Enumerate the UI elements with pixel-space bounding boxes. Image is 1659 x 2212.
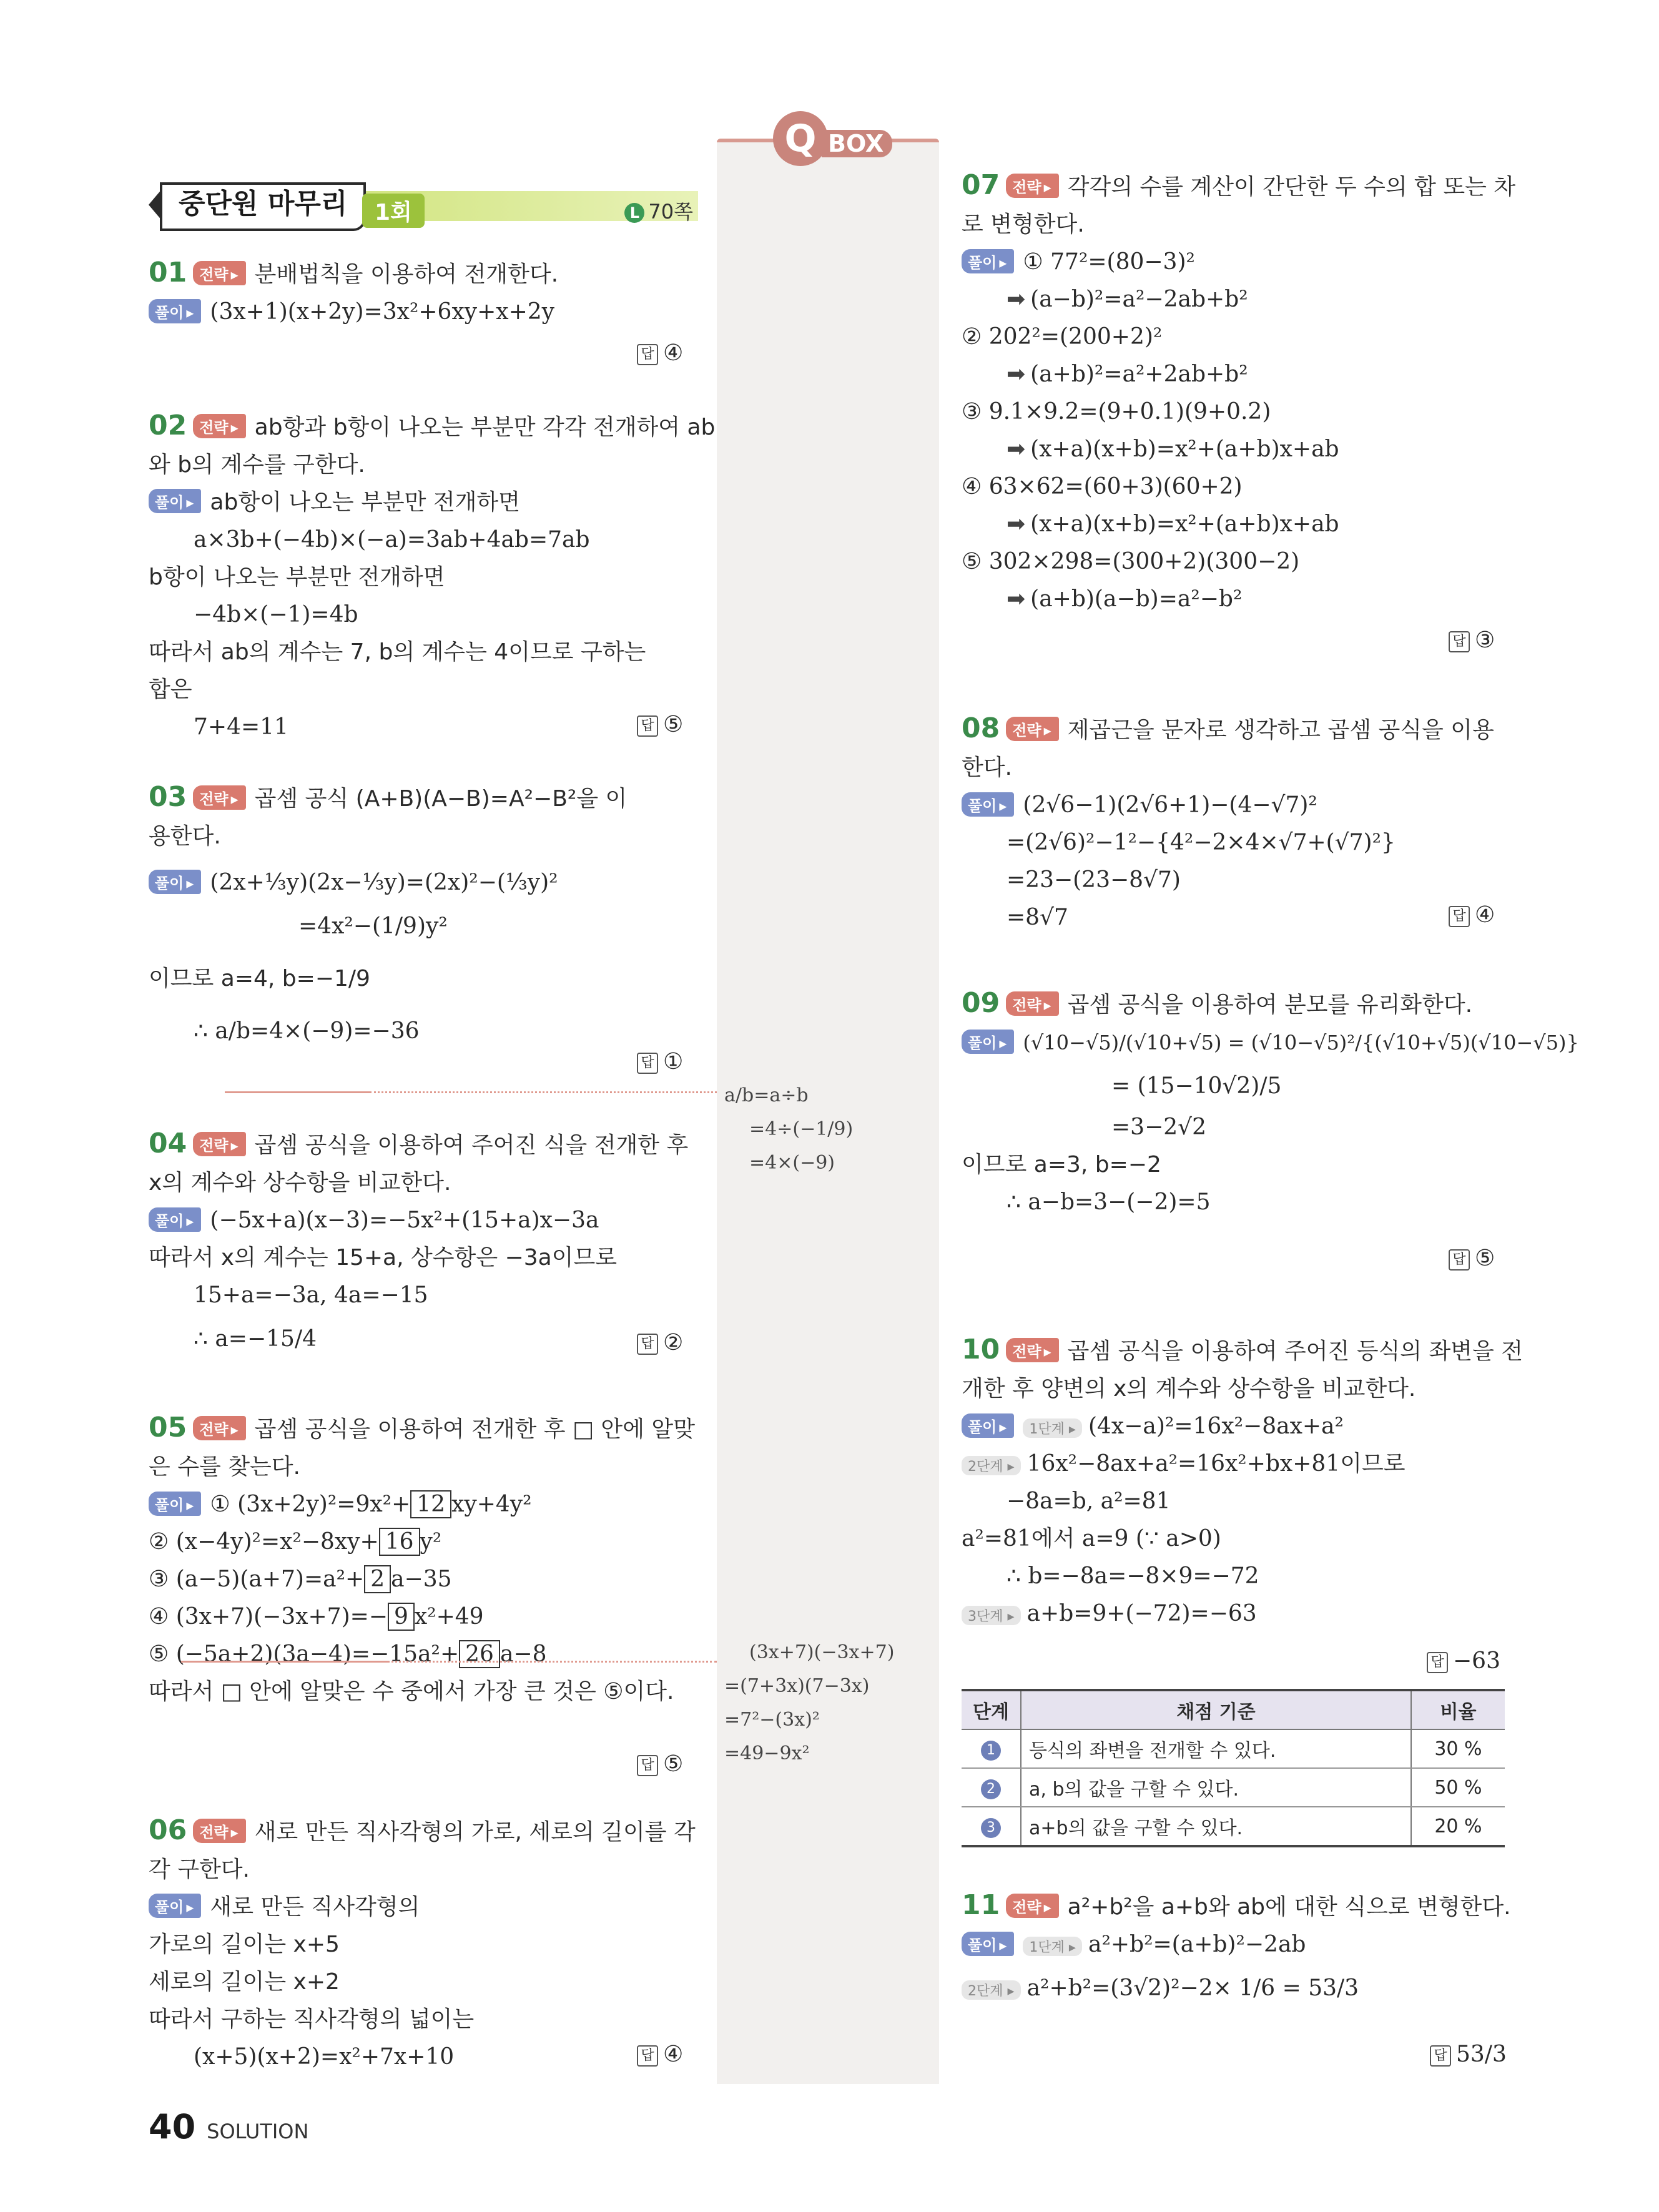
footer-label: SOLUTION [207,2120,309,2143]
problem-number: 03 [149,781,187,813]
solution-line: ⑤ 302×298=(300+2)(300−2) [962,549,1300,574]
leader-dotted-line [387,1661,717,1663]
arrow-right-icon: ➡ [1007,361,1026,387]
answer-box: 12 [410,1490,451,1518]
solution-line: (2√6−1)(2√6+1)−(4−√7)² [1023,792,1317,818]
strategy-text: 은 수를 찾는다. [149,1454,300,1480]
step-number-badge: 1 [981,1741,1001,1761]
problem-number: 01 [149,257,187,288]
answer-value: ④ [663,340,684,366]
solution-part: ③ (a−5)(a+7)=a²+ [149,1566,365,1592]
solution-line: a²+b²=(a+b)²−2ab [1088,1932,1306,1957]
solution-tag: 풀이 ▸ [962,1932,1014,1956]
answer-box: 9 [388,1603,415,1631]
highlight-underline [181,1661,387,1663]
problem-number: 08 [962,712,1000,744]
solution-line: (x+5)(x+2)=x²+7x+10 [194,2044,455,2070]
answer-icon: 답 [637,1053,658,1074]
solution-line: = (15−10√2)/5 [1111,1073,1282,1099]
problem-number: 06 [149,1814,187,1846]
solution-line: ∴ a=−15/4 [194,1326,317,1352]
answer-05 [637,1751,683,1777]
answer-box: 16 [379,1528,420,1556]
qbox-note-2 [724,1636,894,1771]
answer-09 [1449,1246,1495,1271]
problem-02 [149,409,716,746]
strategy-tag: 전략 ▸ [1006,991,1058,1016]
highlight-underline [225,1091,370,1093]
answer-icon: 답 [637,715,658,737]
solution-part: a−8 [500,1641,547,1667]
solution-line: =8√7 [1007,905,1068,930]
answer-02 [637,712,683,737]
solution-tag: 풀이 ▸ [149,1492,201,1516]
answer-box: 2 [364,1565,391,1593]
leader-dotted-line [370,1091,717,1093]
step-badge: 1단계 ▸ [1023,1418,1082,1438]
table-cell: 등식의 좌변을 전개할 수 있다. [1021,1729,1411,1768]
solution-line: 따라서 ab의 계수는 7, b의 계수는 4이므로 구하는 [149,639,646,665]
problem-number: 11 [962,1889,1000,1921]
solution-line: 합은 [149,677,192,702]
solution-line: 가로의 길이는 x+5 [149,1932,340,1957]
solution-line: (4x−a)²=16x²−8ax+a² [1088,1413,1344,1439]
step-badge: 2단계 ▸ [962,1456,1021,1475]
arrow-right-icon: ➡ [1007,586,1026,612]
strategy-tag: 전략 ▸ [1006,1894,1058,1918]
answer-value: ⑤ [663,1751,684,1777]
page-number: 40 [149,2107,196,2146]
answer-03 [637,1049,683,1074]
solution-line: (√10−√5)/(√10+√5) = (√10−√5)²/{(√10+√5)(√10−√5)} [1023,1031,1579,1054]
answer-value: 53/3 [1456,2042,1507,2067]
problem-04 [149,1127,698,1358]
solution-tag: 풀이 ▸ [149,1207,201,1232]
answer-08 [1449,902,1495,928]
step-badge: 2단계 ▸ [962,1980,1021,2000]
solution-line: (x+a)(x+b)=x²+(a+b)x+ab [1030,511,1339,537]
answer-icon: 답 [1449,631,1470,652]
problem-number: 10 [962,1334,1000,1365]
problem-number: 05 [149,1412,187,1443]
strategy-tag: 전략 ▸ [193,1132,245,1156]
strategy-tag: 전략 ▸ [193,261,245,285]
answer-value: ② [663,1330,684,1355]
solution-line: 7+4=11 [194,714,288,740]
table-row [962,1729,1505,1768]
answer-value: ④ [663,2042,684,2067]
answer-icon: 답 [1427,1652,1448,1673]
strategy-text: 새로 만든 직사각형의 가로, 세로의 길이를 각 [254,1819,696,1845]
strategy-text: 한다. [962,755,1012,780]
page-reference [624,196,693,225]
step-number-badge: 3 [981,1818,1001,1838]
step-number-badge: 2 [981,1779,1001,1799]
answer-value: ④ [1475,902,1495,928]
answer-06 [637,2042,683,2067]
solution-line: 따라서 □ 안에 알맞은 수 중에서 가장 큰 것은 ⑤이다. [149,1679,674,1704]
solution-line: =(2√6)²−1²−{4²−2×4×√7+(√7)²} [1007,830,1396,855]
strategy-text: 곱셈 공식을 이용하여 분모를 유리화한다. [1067,992,1473,1018]
solution-tag: 풀이 ▸ [962,1030,1014,1054]
answer-icon: 답 [1449,1249,1470,1271]
solution-tag: 풀이 ▸ [149,299,201,323]
solution-line: 이므로 a=4, b=−1/9 [149,966,370,991]
solution-line: 따라서 구하는 직사각형의 넓이는 [149,2007,475,2032]
solution-line: a+b=9+(−72)=−63 [1026,1601,1257,1626]
strategy-text: a²+b²을 a+b와 ab에 대한 식으로 변형한다. [1067,1894,1511,1920]
qbox-note-line: =4÷(−1/9) [749,1118,854,1140]
solution-line: (x+a)(x+b)=x²+(a+b)x+ab [1030,436,1339,462]
solution-part: x²+49 [414,1604,484,1630]
qbox-note-line: =7²−(3x)² [724,1709,820,1731]
solution-line: 16x²−8ax+a²=16x²+bx+81이므로 [1026,1451,1405,1477]
qbox-badge [773,111,885,171]
solution-line: −4b×(−1)=4b [194,602,358,627]
solution-line: ① 77²=(80−3)² [1023,249,1195,275]
problem-07 [962,169,1516,618]
solution-line: 15+a=−3a, 4a=−15 [194,1282,428,1308]
solution-line: 이므로 a=3, b=−2 [962,1152,1161,1177]
table-header: 채점 기준 [1021,1690,1411,1729]
strategy-text: 곱셈 공식을 이용하여 주어진 등식의 좌변을 전 [1067,1339,1524,1364]
solution-line: ∴ a/b=4×(−9)=−36 [194,1018,420,1044]
table-cell: 50 % [1411,1768,1505,1807]
solution-line: ab항이 나오는 부분만 전개하면 [210,489,520,515]
strategy-tag: 전략 ▸ [193,1416,245,1440]
solution-line: 새로 만든 직사각형의 [210,1894,420,1920]
solution-tag: 풀이 ▸ [962,249,1014,273]
answer-icon: 답 [637,344,658,365]
answer-10 [1427,1648,1500,1674]
strategy-tag: 전략 ▸ [193,414,245,438]
answer-value: −63 [1453,1648,1500,1674]
page-ref-text: 70쪽 [648,200,693,224]
arrow-right-icon: ➡ [1007,287,1026,312]
problem-03 [149,780,698,1050]
strategy-text: 곱셈 공식을 이용하여 전개한 후 □ 안에 알맞 [254,1417,695,1442]
strategy-text: 개한 후 양변의 x의 계수와 상수항을 비교한다. [962,1376,1416,1402]
qbox-label: BOX [822,130,892,157]
strategy-text: 각 구한다. [149,1857,250,1882]
problem-number: 09 [962,987,1000,1019]
qbox-note-line: =4×(−9) [749,1152,835,1174]
solution-tag: 풀이 ▸ [962,792,1014,817]
answer-icon: 답 [1430,2045,1451,2067]
qbox-note-line: a/b=a÷b [724,1084,809,1106]
table-header: 비율 [1411,1690,1505,1729]
table-row [962,1768,1505,1807]
solution-line: ③ 9.1×9.2=(9+0.1)(9+0.2) [962,399,1271,425]
strategy-text: 곱셈 공식을 이용하여 주어진 식을 전개한 후 [254,1133,689,1158]
problem-08 [962,712,1511,936]
strategy-text: x의 계수와 상수항을 비교한다. [149,1170,451,1196]
solution-part: ① (3x+2y)²=9x²+ [210,1492,411,1517]
answer-icon: 답 [1449,906,1470,927]
table-cell: 20 % [1411,1807,1505,1846]
problem-09 [962,986,1579,1221]
section-title: 중단원 마무리 [160,182,366,231]
page-footer [149,2107,308,2146]
strategy-text: 용한다. [149,823,221,849]
table-row [962,1807,1505,1846]
strategy-tag: 전략 ▸ [1006,1338,1058,1362]
solution-line: (3x+1)(x+2y)=3x²+6xy+x+2y [210,299,554,325]
solution-part: ④ (3x+7)(−3x+7)=− [149,1604,388,1630]
solution-part: a−35 [391,1566,452,1592]
solution-part: y² [420,1529,442,1555]
answer-04 [637,1330,683,1355]
step-badge: 1단계 ▸ [1023,1937,1082,1956]
arrow-right-icon: ➡ [1007,436,1026,462]
table-header: 단계 [962,1690,1021,1729]
strategy-text: 제곱근을 문자로 생각하고 곱셈 공식을 이용 [1067,717,1494,743]
solution-line: −8a=b, a²=81 [1007,1488,1171,1514]
solution-line: (2x+⅓y)(2x−⅓y)=(2x)²−(⅓y)² [210,870,558,895]
solution-line: a²=81에서 a=9 (∵ a>0) [962,1526,1221,1551]
strategy-text: ab항과 b항이 나오는 부분만 각각 전개하여 ab [254,415,716,440]
solution-line: =23−(23−8√7) [1007,867,1181,893]
page-ref-icon: L [624,203,644,223]
solution-tag: 풀이 ▸ [962,1413,1014,1438]
problem-11 [962,1889,1511,2007]
strategy-tag: 전략 ▸ [1006,174,1058,198]
answer-01 [637,340,683,366]
step-badge: 3단계 ▸ [962,1606,1021,1625]
solution-line: 세로의 길이는 x+2 [149,1969,340,1995]
answer-icon: 답 [637,2045,658,2067]
answer-value: ① [663,1049,684,1074]
solution-line: a×3b+(−4b)×(−a)=3ab+4ab=7ab [194,527,590,553]
problem-number: 02 [149,410,187,441]
section-header [149,182,698,226]
table-cell: 30 % [1411,1729,1505,1768]
answer-07 [1449,627,1495,653]
qbox-note-1 [724,1079,853,1180]
solution-line: 따라서 x의 계수는 15+a, 상수항은 −3a이므로 [149,1245,617,1271]
scoring-table [962,1689,1505,1847]
answer-11 [1430,2042,1507,2067]
qbox-note-line: =(7+3x)(7−3x) [724,1675,870,1697]
solution-line: (a+b)²=a²+2ab+b² [1030,361,1248,387]
table-header-row [962,1690,1505,1729]
solution-part: ② (x−4y)²=x²−8xy+ [149,1529,379,1555]
qbox-q: Q [773,111,828,166]
solution-line: ② 202²=(200+2)² [962,324,1163,350]
answer-value: ⑤ [663,712,684,737]
problem-10 [962,1333,1524,1633]
solution-line: (a−b)²=a²−2ab+b² [1030,287,1248,312]
qbox-note-line: (3x+7)(−3x+7) [749,1641,895,1663]
answer-box: 26 [459,1640,500,1668]
problem-number: 07 [962,169,1000,201]
problem-01 [149,256,698,331]
solution-line: ④ 63×62=(60+3)(60+2) [962,474,1243,499]
solution-part: xy+4y² [451,1492,532,1517]
strategy-text: 로 변형한다. [962,212,1085,237]
solution-part: ⑤ (−5a+2)(3a−4)=−15a²+ [149,1641,460,1667]
answer-value: ⑤ [1475,1246,1495,1271]
strategy-tag: 전략 ▸ [193,1819,245,1843]
answer-value: ③ [1475,627,1495,653]
problem-06 [149,1814,698,2076]
solution-line: (a+b)(a−b)=a²−b² [1030,586,1243,612]
solution-tag: 풀이 ▸ [149,1894,201,1918]
arrow-right-icon: ➡ [1007,511,1026,537]
problem-number: 04 [149,1128,187,1159]
solution-line: ∴ a−b=3−(−2)=5 [1007,1189,1211,1215]
table-cell: a+b의 값을 구할 수 있다. [1021,1807,1411,1846]
round-badge: 1회 [362,194,425,228]
solution-line: =4x²−(1/9)y² [298,913,448,939]
answer-icon: 답 [637,1334,658,1355]
strategy-tag: 전략 ▸ [1006,717,1058,741]
answer-icon: 답 [637,1755,658,1776]
solution-line: ∴ b=−8a=−8×9=−72 [1007,1563,1259,1589]
table-cell: a, b의 값을 구할 수 있다. [1021,1768,1411,1807]
strategy-text: 분배법칙을 이용하여 전개한다. [254,262,559,287]
strategy-text: 각각의 수를 계산이 간단한 두 수의 합 또는 차 [1067,174,1516,200]
strategy-text: 와 b의 계수를 구한다. [149,452,365,478]
solution-line: a²+b²=(3√2)²−2× 1/6 = 53/3 [1026,1975,1359,2001]
solution-line: =3−2√2 [1111,1114,1206,1140]
problem-05 [149,1411,711,1711]
solution-tag: 풀이 ▸ [149,870,201,894]
strategy-tag: 전략 ▸ [193,785,245,810]
solution-line: b항이 나오는 부분만 전개하면 [149,564,445,590]
strategy-text: 곱셈 공식 (A+B)(A−B)=A²−B²을 이 [254,786,628,812]
solution-tag: 풀이 ▸ [149,489,201,513]
qbox-note-line: =49−9x² [724,1743,810,1764]
solution-line: (−5x+a)(x−3)=−5x²+(15+a)x−3a [210,1207,599,1233]
